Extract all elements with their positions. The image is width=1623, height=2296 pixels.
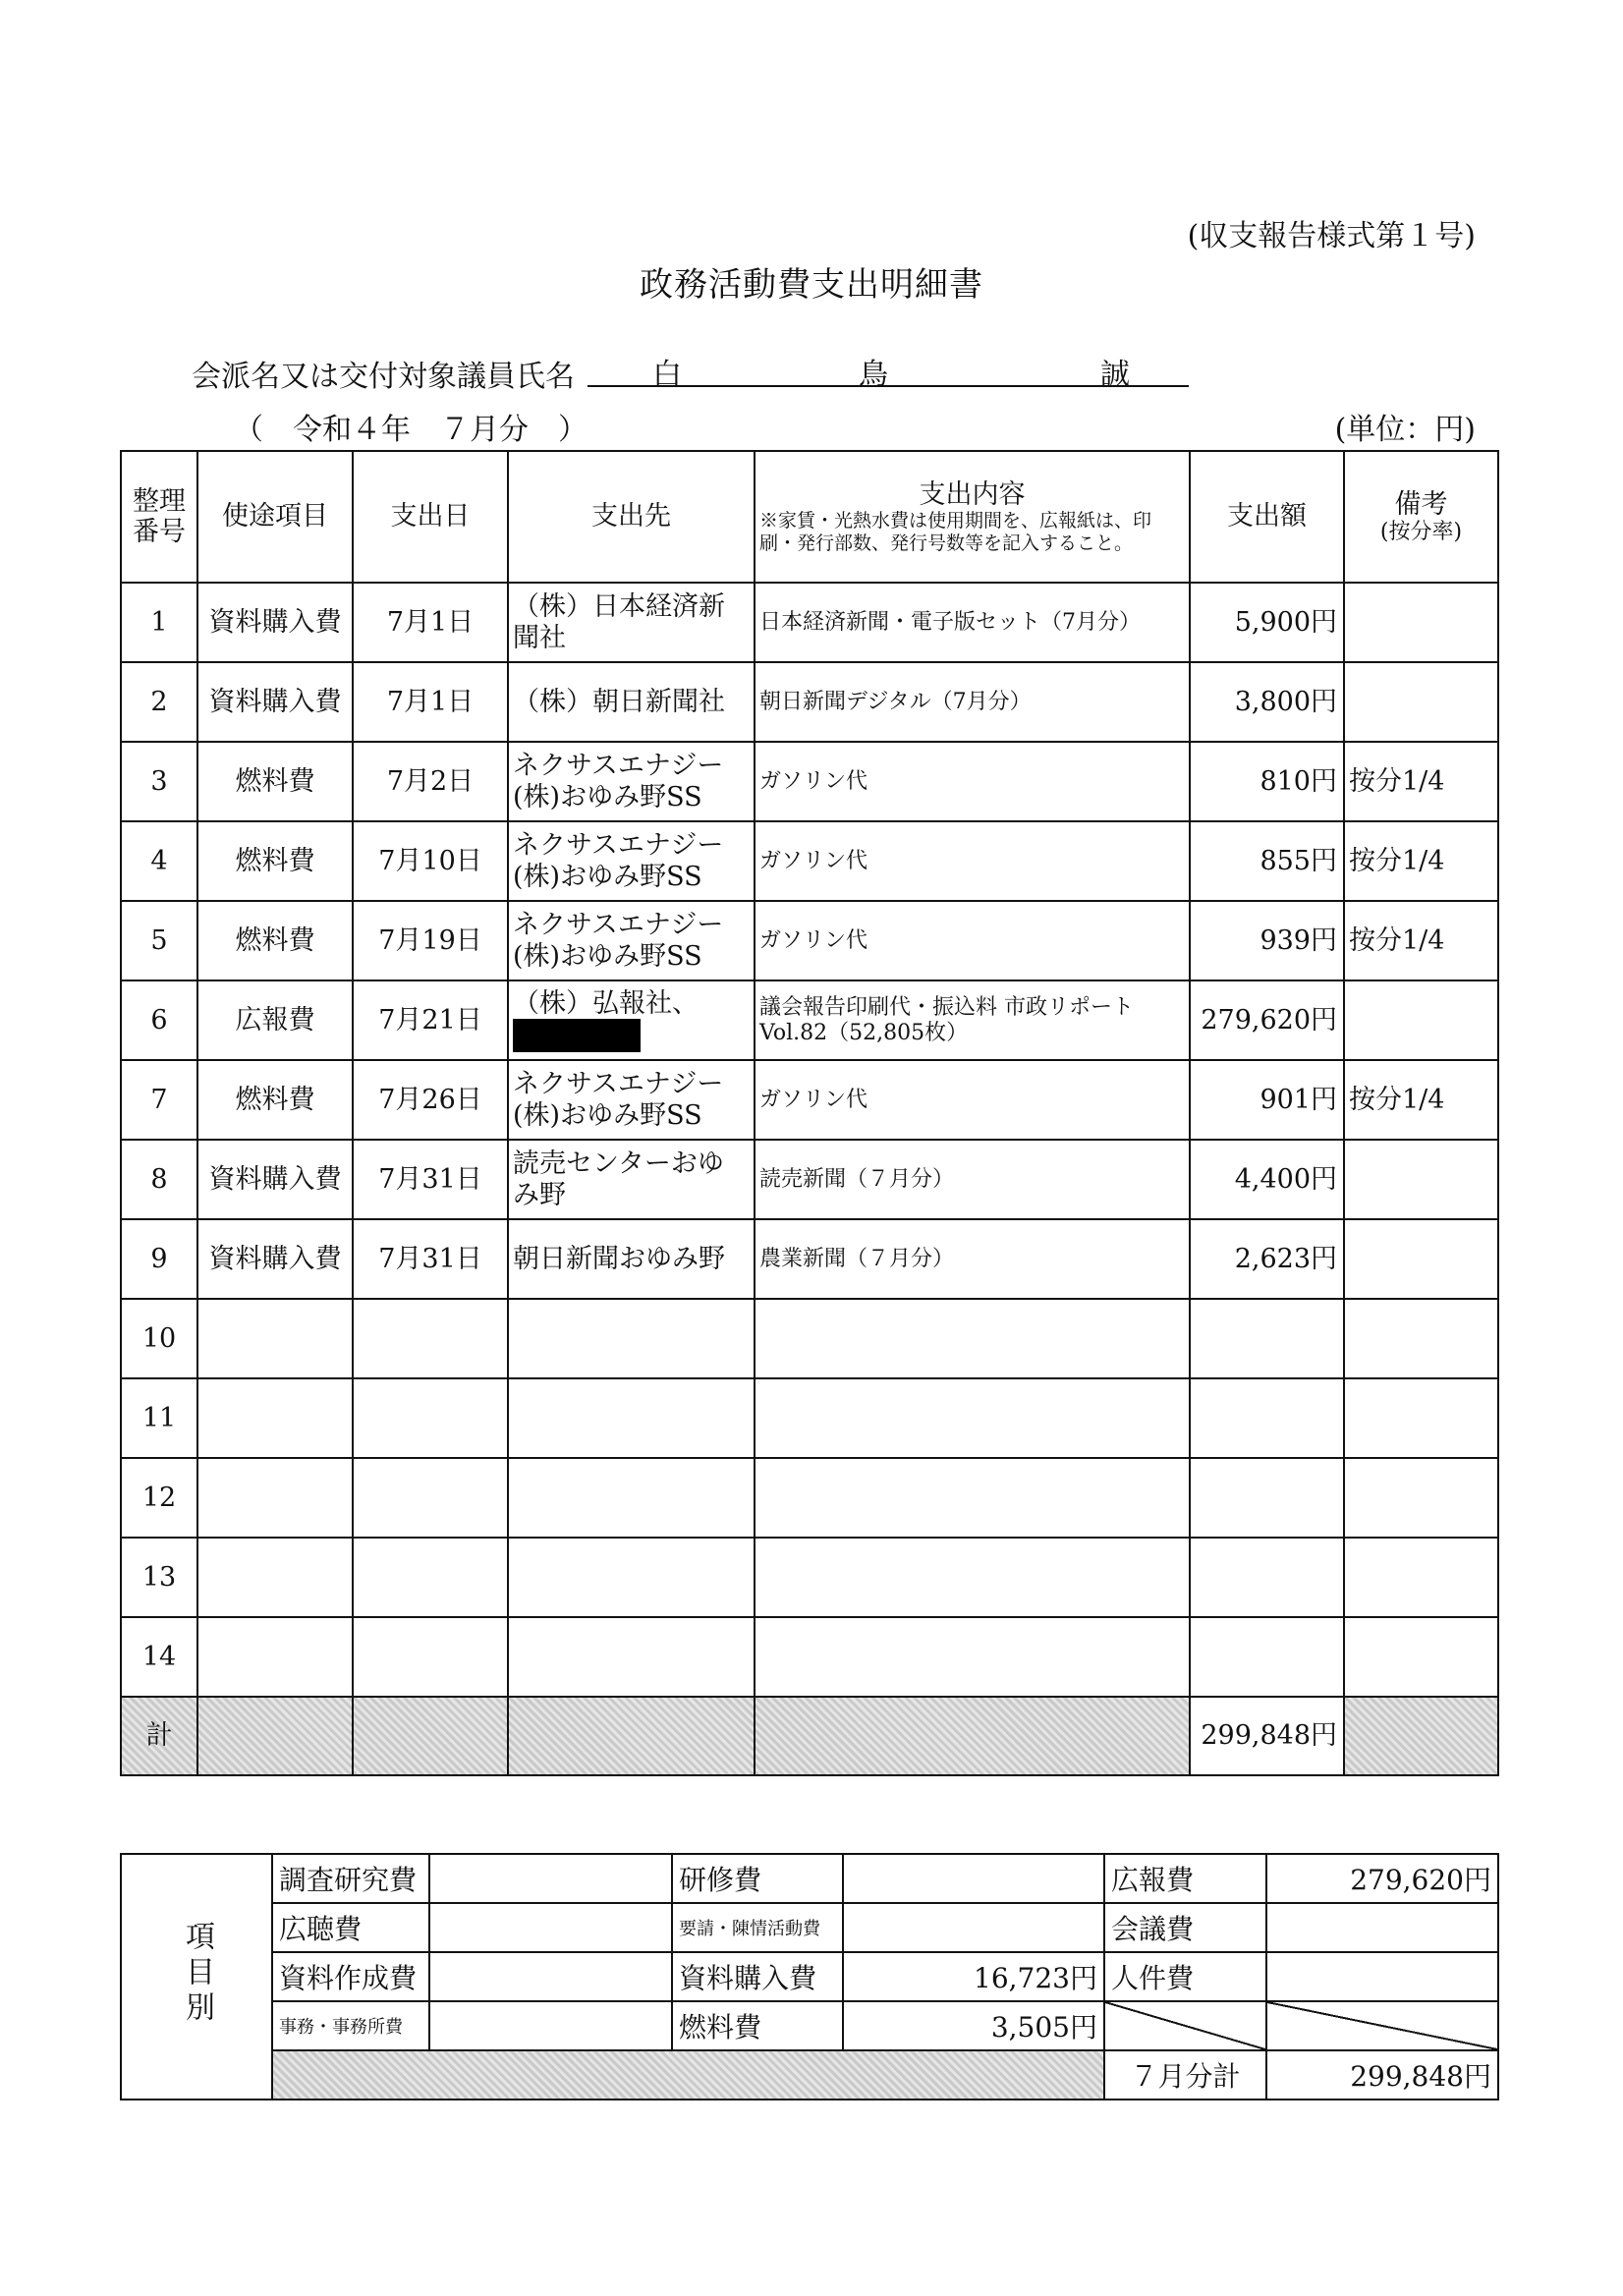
row-amount: 810円 bbox=[1190, 742, 1344, 821]
row-item bbox=[197, 1617, 353, 1697]
row-payee: ネクサスエナジー(株)おゆみ野SS bbox=[508, 742, 755, 821]
summary-research-label: 調査研究費 bbox=[272, 1854, 429, 1903]
row-payee: ネクサスエナジー(株)おゆみ野SS bbox=[508, 901, 755, 980]
row-date: 7月2日 bbox=[353, 742, 508, 821]
row-content: ガソリン代 bbox=[755, 742, 1190, 821]
row-payee: ネクサスエナジー(株)おゆみ野SS bbox=[508, 1060, 755, 1140]
summary-office-value bbox=[429, 2001, 672, 2050]
summary-purchase-value: 16,723円 bbox=[843, 1952, 1104, 2001]
row-payee: 読売センターおゆみ野 bbox=[508, 1140, 755, 1219]
row-remarks bbox=[1344, 1538, 1498, 1617]
table-row bbox=[121, 662, 1498, 742]
row-content bbox=[755, 1458, 1190, 1538]
table-row bbox=[121, 583, 1498, 662]
row-date: 7月1日 bbox=[353, 583, 508, 662]
content-header-label: 支出内容 bbox=[919, 478, 1026, 510]
row-remarks bbox=[1344, 583, 1498, 662]
row-payee bbox=[508, 1617, 755, 1697]
content-header-note: ※家賃・光熱水費は使用期間を、広報紙は、印刷・発行部数、発行号数等を記入すること。 bbox=[759, 509, 1152, 554]
row-amount: 901円 bbox=[1190, 1060, 1344, 1140]
row-date bbox=[353, 1538, 508, 1617]
row-item: 資料購入費 bbox=[197, 583, 353, 662]
summary-petition-value bbox=[843, 1903, 1104, 1952]
table-row bbox=[121, 1219, 1498, 1299]
name-label: 会派名又は交付対象議員氏名 bbox=[192, 360, 575, 394]
table-header-row bbox=[121, 451, 1498, 583]
summary-month-total-value: 299,848円 bbox=[1266, 2050, 1498, 2100]
row-content: ガソリン代 bbox=[755, 1060, 1190, 1140]
name-char-1: 白 bbox=[652, 358, 682, 392]
summary-purchase-label: 資料購入費 bbox=[672, 1952, 843, 2001]
redaction-block bbox=[513, 1019, 641, 1052]
form-number: (収支報告様式第１号) bbox=[1187, 219, 1476, 253]
row-content bbox=[755, 1538, 1190, 1617]
row-amount: 279,620円 bbox=[1190, 980, 1344, 1060]
name-char-2: 鳥 bbox=[859, 358, 888, 392]
row-item: 広報費 bbox=[197, 980, 353, 1060]
row-remarks bbox=[1344, 1219, 1498, 1299]
row-number: 6 bbox=[121, 980, 197, 1060]
row-date: 7月31日 bbox=[353, 1140, 508, 1219]
summary-month-total-label: ７月分計 bbox=[1104, 2050, 1266, 2100]
row-date: 7月1日 bbox=[353, 662, 508, 742]
row-content bbox=[755, 1378, 1190, 1458]
row-date bbox=[353, 1299, 508, 1378]
total-blank bbox=[1344, 1697, 1498, 1775]
row-content: ガソリン代 bbox=[755, 901, 1190, 980]
row-remarks bbox=[1344, 1378, 1498, 1458]
row-item: 資料購入費 bbox=[197, 1219, 353, 1299]
row-date: 7月26日 bbox=[353, 1060, 508, 1140]
row-item bbox=[197, 1538, 353, 1617]
row-remarks bbox=[1344, 1458, 1498, 1538]
row-number: 1 bbox=[121, 583, 197, 662]
row-date: 7月31日 bbox=[353, 1219, 508, 1299]
row-payee bbox=[508, 1538, 755, 1617]
row-item: 資料購入費 bbox=[197, 1140, 353, 1219]
document-title: 政務活動費支出明細書 bbox=[640, 265, 983, 305]
row-number: 10 bbox=[121, 1299, 197, 1378]
row-number: 11 bbox=[121, 1378, 197, 1458]
summary-pr-value: 279,620円 bbox=[1266, 1854, 1498, 1903]
row-content: 議会報告印刷代・振込料 市政リポートVol.82（52,805枚） bbox=[755, 980, 1190, 1060]
table-row bbox=[121, 1060, 1498, 1140]
row-amount: 4,400円 bbox=[1190, 1140, 1344, 1219]
summary-fuel-value: 3,505円 bbox=[843, 2001, 1104, 2050]
summary-side-label: 項目別 bbox=[180, 1920, 214, 2027]
row-content bbox=[755, 1299, 1190, 1378]
row-amount bbox=[1190, 1299, 1344, 1378]
summary-diagonal-cell bbox=[1266, 2001, 1498, 2050]
table-row bbox=[121, 1617, 1498, 1697]
table-row bbox=[121, 1299, 1498, 1378]
expense-table bbox=[120, 450, 1499, 1776]
col-amount-header: 支出額 bbox=[1190, 451, 1344, 583]
table-row bbox=[121, 1538, 1498, 1617]
name-char-3: 誠 bbox=[1100, 358, 1130, 392]
total-blank bbox=[755, 1697, 1190, 1775]
row-number: 14 bbox=[121, 1617, 197, 1697]
total-amount: 299,848円 bbox=[1190, 1697, 1344, 1775]
col-item-header: 使途項目 bbox=[197, 451, 353, 583]
summary-meeting-label: 会議費 bbox=[1104, 1903, 1266, 1952]
row-remarks: 按分1/4 bbox=[1344, 821, 1498, 901]
remarks-header-sub: (按分率) bbox=[1379, 519, 1463, 544]
row-date bbox=[353, 1378, 508, 1458]
table-row bbox=[121, 980, 1498, 1060]
row-number: 8 bbox=[121, 1140, 197, 1219]
row-number: 3 bbox=[121, 742, 197, 821]
row-amount bbox=[1190, 1378, 1344, 1458]
summary-personnel-label: 人件費 bbox=[1104, 1952, 1266, 2001]
row-remarks bbox=[1344, 1617, 1498, 1697]
row-content: 日本経済新聞・電子版セット（7月分） bbox=[755, 583, 1190, 662]
table-row bbox=[121, 901, 1498, 980]
summary-hearing-label: 広聴費 bbox=[272, 1903, 429, 1952]
period-label: （ 令和４年 ７月分 ） bbox=[234, 413, 588, 447]
row-number: 4 bbox=[121, 821, 197, 901]
row-item: 資料購入費 bbox=[197, 662, 353, 742]
summary-meeting-value bbox=[1266, 1903, 1498, 1952]
row-item: 燃料費 bbox=[197, 821, 353, 901]
summary-pr-label: 広報費 bbox=[1104, 1854, 1266, 1903]
summary-side-label-cell bbox=[121, 1854, 272, 2100]
summary-training-value bbox=[843, 1854, 1104, 1903]
row-payee: （株）朝日新聞社 bbox=[508, 662, 755, 742]
row-date bbox=[353, 1617, 508, 1697]
row-item: 燃料費 bbox=[197, 1060, 353, 1140]
row-remarks: 按分1/4 bbox=[1344, 901, 1498, 980]
summary-docs-label: 資料作成費 bbox=[272, 1952, 429, 2001]
row-amount: 3,800円 bbox=[1190, 662, 1344, 742]
summary-fuel-label: 燃料費 bbox=[672, 2001, 843, 2050]
row-amount bbox=[1190, 1617, 1344, 1697]
row-number: 9 bbox=[121, 1219, 197, 1299]
row-item bbox=[197, 1299, 353, 1378]
summary-petition-label: 要請・陳情活動費 bbox=[672, 1903, 843, 1952]
row-remarks: 按分1/4 bbox=[1344, 742, 1498, 821]
row-date bbox=[353, 1458, 508, 1538]
row-number: 7 bbox=[121, 1060, 197, 1140]
row-amount: 855円 bbox=[1190, 821, 1344, 901]
col-date-header: 支出日 bbox=[353, 451, 508, 583]
row-payee bbox=[508, 1378, 755, 1458]
col-no-header: 整理番号 bbox=[121, 451, 197, 583]
category-summary-table bbox=[120, 1853, 1499, 2100]
summary-hearing-value bbox=[429, 1903, 672, 1952]
row-payee: 朝日新聞おゆみ野 bbox=[508, 1219, 755, 1299]
row-remarks bbox=[1344, 980, 1498, 1060]
row-number: 5 bbox=[121, 901, 197, 980]
row-item: 燃料費 bbox=[197, 901, 353, 980]
summary-diagonal-cell bbox=[1104, 2001, 1266, 2050]
row-date: 7月19日 bbox=[353, 901, 508, 980]
summary-personnel-value bbox=[1266, 1952, 1498, 2001]
table-row bbox=[121, 1140, 1498, 1219]
summary-shaded-cell bbox=[272, 2050, 1104, 2100]
row-date: 7月21日 bbox=[353, 980, 508, 1060]
row-payee: （株）弘報社、 bbox=[508, 980, 755, 1060]
summary-office-label: 事務・事務所費 bbox=[272, 2001, 429, 2050]
total-blank bbox=[197, 1697, 353, 1775]
row-amount: 939円 bbox=[1190, 901, 1344, 980]
table-row bbox=[121, 821, 1498, 901]
total-blank bbox=[353, 1697, 508, 1775]
summary-docs-value bbox=[429, 1952, 672, 2001]
unit-label: (単位：円) bbox=[1334, 413, 1476, 447]
row-item: 燃料費 bbox=[197, 742, 353, 821]
row-content: 読売新聞（７月分） bbox=[755, 1140, 1190, 1219]
row-content: 農業新聞（７月分） bbox=[755, 1219, 1190, 1299]
total-row bbox=[121, 1697, 1498, 1775]
summary-training-label: 研修費 bbox=[672, 1854, 843, 1903]
table-row bbox=[121, 1378, 1498, 1458]
row-payee bbox=[508, 1458, 755, 1538]
col-content-header bbox=[755, 451, 1190, 583]
row-payee: ネクサスエナジー(株)おゆみ野SS bbox=[508, 821, 755, 901]
table-row bbox=[121, 742, 1498, 821]
total-blank bbox=[508, 1697, 755, 1775]
row-content: ガソリン代 bbox=[755, 821, 1190, 901]
row-amount: 2,623円 bbox=[1190, 1219, 1344, 1299]
row-item bbox=[197, 1458, 353, 1538]
row-payee: （株）日本経済新聞社 bbox=[508, 583, 755, 662]
row-amount: 5,900円 bbox=[1190, 583, 1344, 662]
total-label: 計 bbox=[121, 1697, 197, 1775]
row-content bbox=[755, 1617, 1190, 1697]
row-payee bbox=[508, 1299, 755, 1378]
row-item bbox=[197, 1378, 353, 1458]
col-payee-header: 支出先 bbox=[508, 451, 755, 583]
table-row bbox=[121, 1458, 1498, 1538]
row-number: 13 bbox=[121, 1538, 197, 1617]
row-amount bbox=[1190, 1538, 1344, 1617]
row-amount bbox=[1190, 1458, 1344, 1538]
row-remarks: 按分1/4 bbox=[1344, 1060, 1498, 1140]
summary-research-value bbox=[429, 1854, 672, 1903]
row-remarks bbox=[1344, 1140, 1498, 1219]
row-number: 2 bbox=[121, 662, 197, 742]
col-remarks-header bbox=[1344, 451, 1498, 583]
row-remarks bbox=[1344, 1299, 1498, 1378]
row-number: 12 bbox=[121, 1458, 197, 1538]
row-content: 朝日新聞デジタル（7月分） bbox=[755, 662, 1190, 742]
remarks-header-label: 備考 bbox=[1394, 488, 1448, 520]
row-remarks bbox=[1344, 662, 1498, 742]
row-date: 7月10日 bbox=[353, 821, 508, 901]
